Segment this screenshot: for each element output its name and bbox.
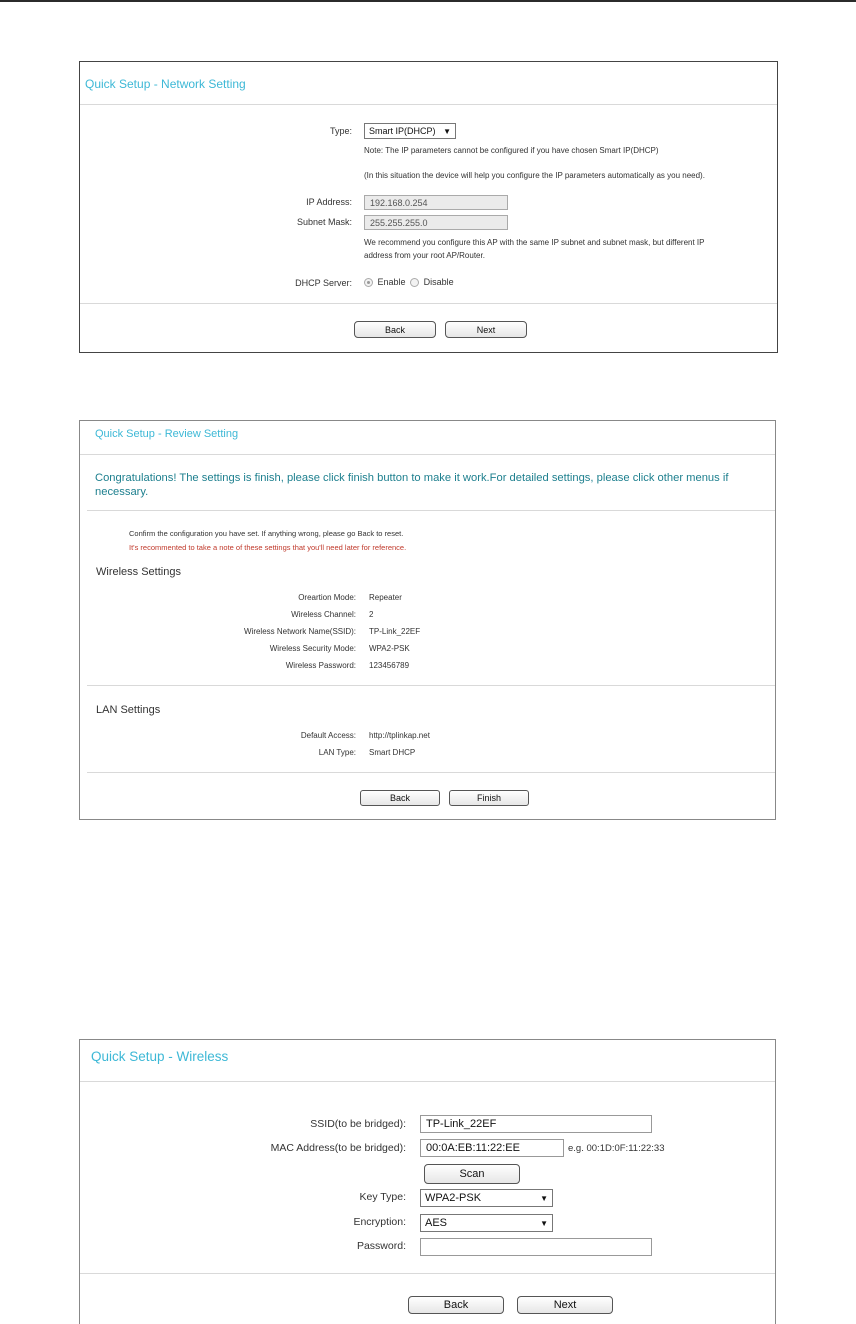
next-button[interactable]: Next bbox=[517, 1296, 613, 1314]
scan-button[interactable]: Scan bbox=[424, 1164, 520, 1184]
encryption-label: Encryption: bbox=[353, 1216, 406, 1228]
lan-settings-heading: LAN Settings bbox=[96, 704, 161, 716]
encryption-select-value: AES bbox=[425, 1217, 448, 1229]
mac-address-label: MAC Address(to be bridged): bbox=[270, 1142, 406, 1154]
confirm-text: Confirm the configuration you have set. If anything wrong, please go Back to reset. bbox=[129, 529, 404, 538]
review-setting-panel bbox=[79, 420, 776, 820]
divider bbox=[80, 1273, 775, 1274]
ssid-value: TP-Link_22EF bbox=[369, 627, 421, 636]
congrats-message-1: Congratulations! The settings is finish, please click finish button to make it work.For detailed settings, please click other menus if bbox=[95, 472, 729, 484]
enable-label: Enable bbox=[377, 277, 406, 287]
type-select[interactable] bbox=[364, 123, 456, 139]
reference-note: It's recommented to take a note of these settings that you'll need later for reference. bbox=[129, 543, 407, 552]
default-access-value: http://tplinkap.net bbox=[369, 731, 430, 740]
chevron-down-icon: ▼ bbox=[540, 1193, 548, 1203]
network-panel-title: Quick Setup - Network Setting bbox=[85, 77, 246, 91]
wireless-panel bbox=[79, 1039, 776, 1324]
password-input[interactable] bbox=[420, 1238, 652, 1256]
lan-type-value: Smart DHCP bbox=[369, 748, 416, 757]
operation-mode-label: Oreartion Mode: bbox=[298, 593, 356, 602]
divider bbox=[87, 772, 775, 773]
mac-example-text: e.g. 00:1D:0F:11:22:33 bbox=[568, 1143, 665, 1154]
dhcp-note: Note: The IP parameters cannot be configured if you have chosen Smart IP(DHCP) bbox=[364, 146, 659, 155]
wireless-channel-value: 2 bbox=[369, 610, 374, 619]
mac-address-input[interactable]: 00:0A:EB:11:22:EE bbox=[420, 1139, 564, 1157]
type-select-value: Smart IP(DHCP) bbox=[369, 126, 436, 136]
lan-type-label: LAN Type: bbox=[318, 748, 356, 757]
security-mode-label: Wireless Security Mode: bbox=[269, 644, 356, 653]
ssid-label: SSID(to be bridged): bbox=[310, 1118, 406, 1130]
ssid-input[interactable]: TP-Link_22EF bbox=[420, 1115, 652, 1133]
security-mode-value: WPA2-PSK bbox=[369, 644, 410, 653]
wireless-channel-label: Wireless Channel: bbox=[291, 610, 356, 619]
subnet-mask-field[interactable]: 255.255.255.0 bbox=[364, 215, 508, 230]
congrats-message-2: necessary. bbox=[95, 486, 149, 498]
dhcp-server-label: DHCP Server: bbox=[295, 278, 352, 288]
wireless-password-value: 123456789 bbox=[369, 661, 410, 670]
divider bbox=[80, 1081, 775, 1082]
key-type-select[interactable] bbox=[420, 1189, 553, 1207]
password-label: Password: bbox=[356, 1240, 406, 1252]
dhcp-server-options bbox=[364, 277, 454, 287]
back-button[interactable]: Back bbox=[408, 1296, 504, 1314]
next-button[interactable]: Next bbox=[445, 321, 527, 338]
network-setting-panel bbox=[79, 61, 778, 353]
operation-mode-value: Repeater bbox=[369, 593, 402, 602]
back-button[interactable]: Back bbox=[354, 321, 436, 338]
recommend-text-1: We recommend you configure this AP with the same IP subnet and subnet mask, but different IP bbox=[364, 238, 705, 247]
type-label: Type: bbox=[329, 126, 352, 136]
recommend-text-2: address from your root AP/Router. bbox=[364, 251, 485, 260]
disable-label: Disable bbox=[423, 277, 454, 287]
divider bbox=[87, 510, 775, 511]
wireless-password-label: Wireless Password: bbox=[285, 661, 356, 670]
ssid-label: Wireless Network Name(SSID): bbox=[243, 627, 356, 636]
divider bbox=[87, 685, 775, 686]
chevron-down-icon: ▼ bbox=[443, 126, 451, 136]
default-access-label: Default Access: bbox=[300, 731, 356, 740]
dhcp-note-2: (In this situation the device will help you configure the IP parameters automatically as you need). bbox=[364, 171, 705, 180]
divider bbox=[80, 303, 777, 304]
divider bbox=[80, 104, 777, 105]
finish-button[interactable]: Finish bbox=[449, 790, 529, 806]
divider bbox=[80, 454, 775, 455]
wireless-settings-heading: Wireless Settings bbox=[96, 566, 181, 578]
encryption-select[interactable] bbox=[420, 1214, 553, 1232]
key-type-label: Key Type: bbox=[359, 1191, 406, 1203]
chevron-down-icon: ▼ bbox=[540, 1218, 548, 1228]
enable-radio[interactable] bbox=[364, 278, 373, 287]
review-panel-title: Quick Setup - Review Setting bbox=[95, 428, 239, 440]
subnet-mask-label: Subnet Mask: bbox=[296, 217, 352, 227]
ip-address-label: IP Address: bbox=[306, 197, 352, 207]
disable-radio[interactable] bbox=[410, 278, 419, 287]
back-button[interactable]: Back bbox=[360, 790, 440, 806]
ip-address-field[interactable]: 192.168.0.254 bbox=[364, 195, 508, 210]
page-top-rule bbox=[0, 0, 856, 2]
key-type-select-value: WPA2-PSK bbox=[425, 1192, 482, 1204]
wireless-panel-title: Quick Setup - Wireless bbox=[91, 1049, 229, 1064]
